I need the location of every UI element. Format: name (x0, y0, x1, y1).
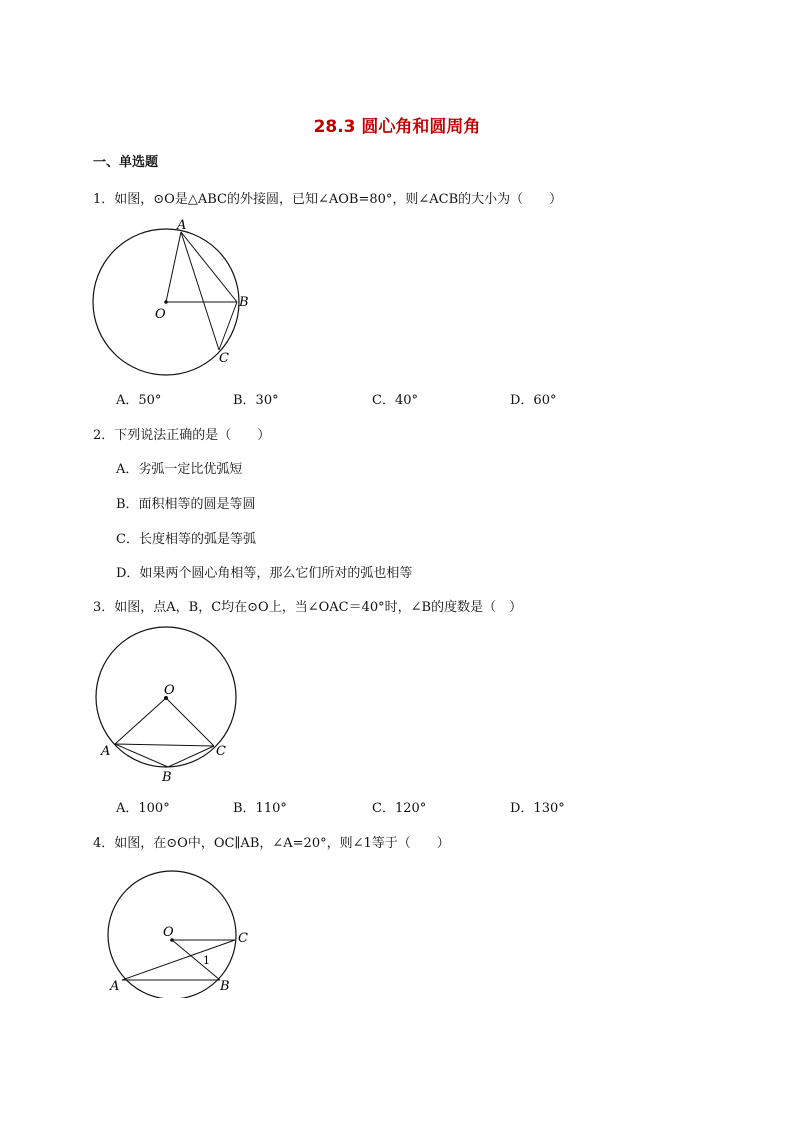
q2-option-b[interactable]: B．面积相等的圆是等圆 (116, 497, 256, 512)
q1-option-d[interactable]: D．60° (510, 393, 557, 408)
segment-oc (166, 698, 214, 746)
segment-oa (115, 698, 166, 744)
q1-option-b[interactable]: B．30° (233, 393, 279, 408)
q3-option-a[interactable]: A．100° (116, 801, 170, 816)
question-2-stem: 2．下列说法正确的是（ ） (93, 428, 271, 443)
question-3-stem: 3．如图，点A，B，C均在⊙O上，当∠OAC＝40°时，∠B的度数是（ ） (93, 600, 523, 615)
label-b: B (239, 295, 249, 310)
segment-ab (115, 744, 168, 767)
page-title: 28.3 圆心角和圆周角 (313, 117, 481, 137)
q2-option-d[interactable]: D．如果两个圆心角相等，那么它们所对的弧也相等 (116, 566, 413, 581)
label-c: C (238, 931, 248, 946)
label-b: B (220, 979, 230, 994)
question-4-figure (100, 868, 260, 998)
label-o: O (164, 683, 175, 698)
label-b: B (162, 770, 172, 785)
label-c: C (216, 744, 226, 759)
section-heading: 一、单选题 (93, 155, 159, 170)
q2-option-a[interactable]: A．劣弧一定比优弧短 (116, 462, 243, 477)
q1-option-a[interactable]: A．50° (116, 393, 162, 408)
q1-option-c[interactable]: C．40° (372, 393, 418, 408)
q3-option-d[interactable]: D．130° (510, 801, 565, 816)
label-angle-1: 1 (203, 954, 210, 967)
segment-oa (166, 232, 181, 302)
question-3-figure (90, 622, 250, 787)
segment-ac (115, 744, 214, 746)
center-point (164, 300, 168, 304)
label-o: O (163, 925, 174, 940)
question-1-figure (88, 212, 258, 382)
q2-option-c[interactable]: C．长度相等的弧是等弧 (116, 532, 256, 547)
label-c: C (219, 351, 229, 366)
label-a: A (101, 744, 111, 759)
q3-option-b[interactable]: B．110° (233, 801, 287, 816)
q3-option-c[interactable]: C．120° (372, 801, 427, 816)
segment-bc (219, 302, 237, 350)
label-a: A (177, 218, 187, 233)
question-1-stem: 1．如图，⊙O是△ABC的外接圆，已知∠AOB=80°，则∠ACB的大小为（ ） (93, 192, 563, 207)
label-a: A (110, 979, 120, 994)
question-4-stem: 4．如图，在⊙O中，OC∥AB，∠A=20°，则∠1等于（ ） (93, 836, 450, 851)
label-o: O (155, 307, 166, 322)
segment-bc (168, 746, 214, 767)
segment-ac (181, 232, 219, 350)
